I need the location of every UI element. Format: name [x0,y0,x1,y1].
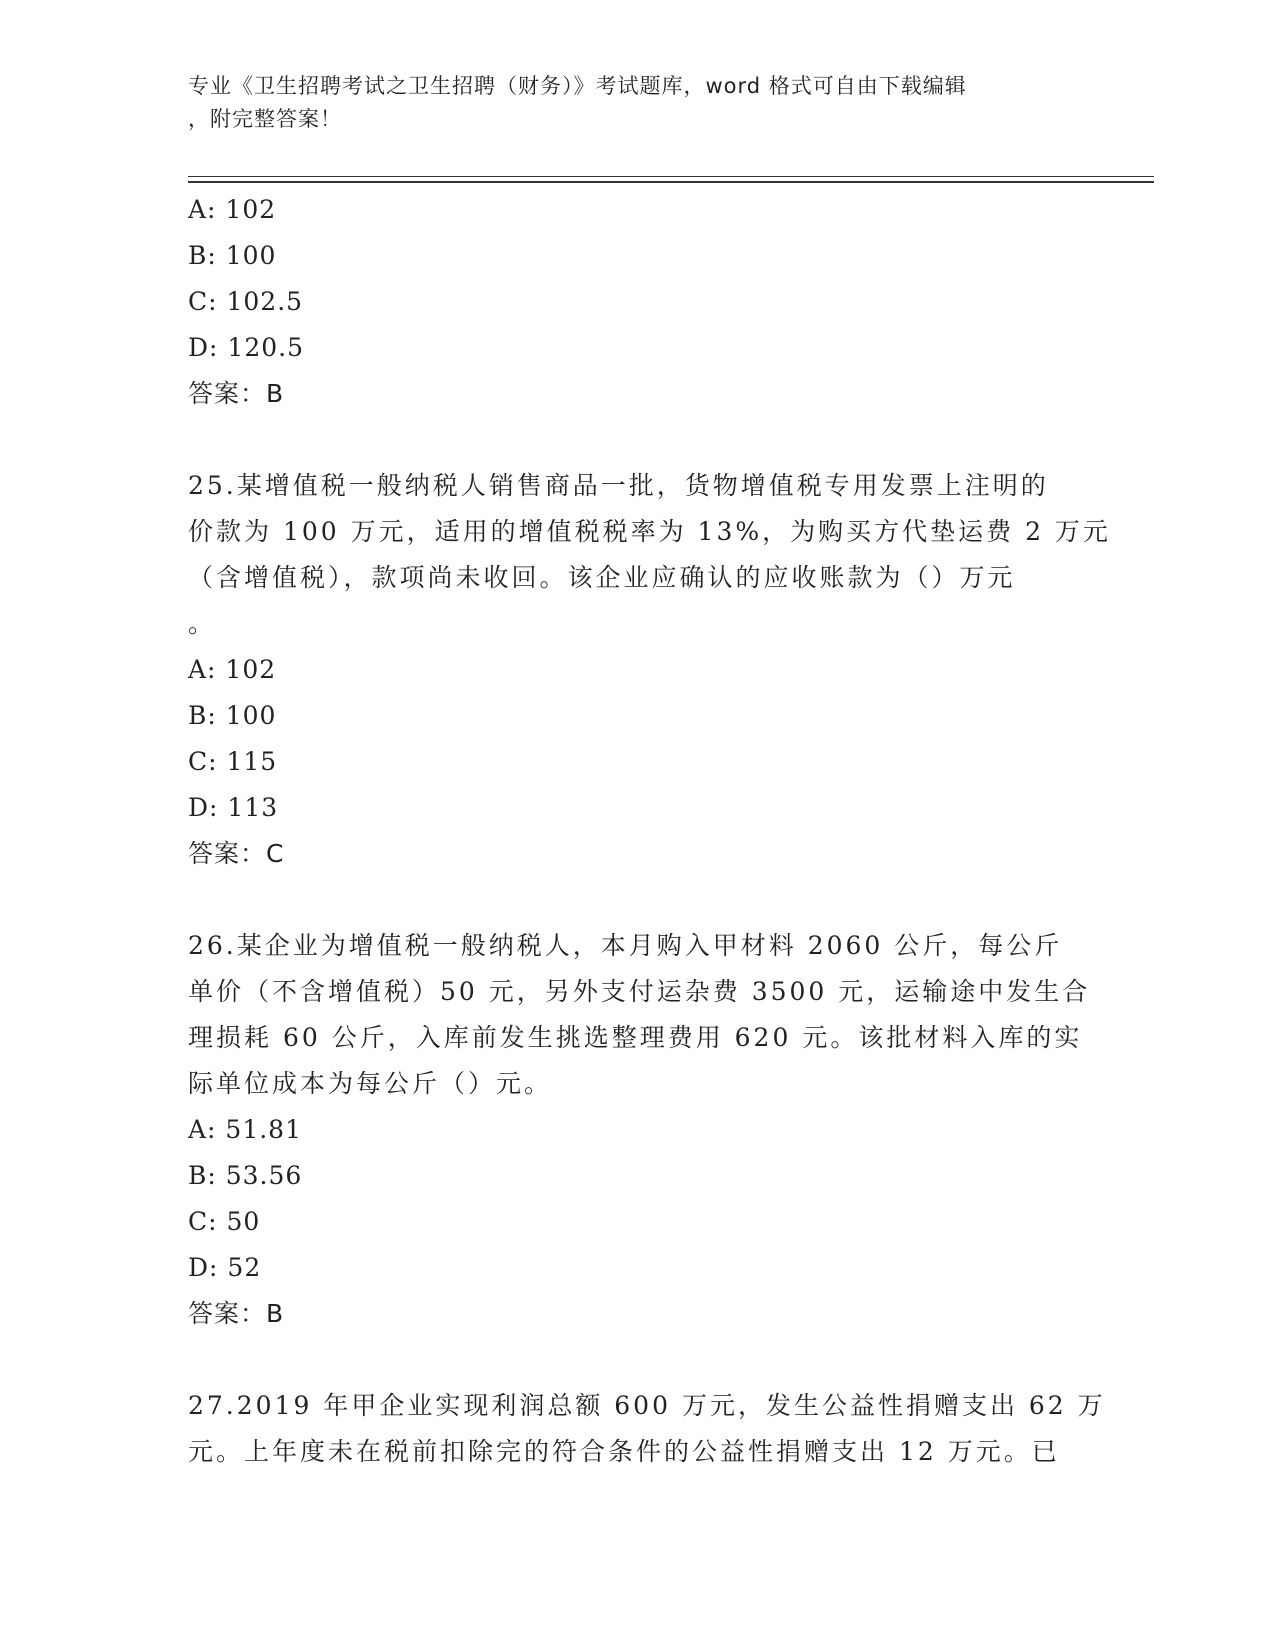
document-header [188,70,1068,136]
answer: 答案：B [188,379,285,408]
header-line-1: 专业《卫生招聘考试之卫生招聘（财务）》考试题库，word 格式可自由下载编辑 [188,74,967,98]
header-rule-thick [188,181,1154,183]
question-text-line: 26.某企业为增值税一般纳税人，本月购入甲材料 2060 公斤，每公斤 [188,931,1063,960]
question-25 [188,463,1111,647]
question-content [188,187,1111,1475]
prev-question [188,187,1088,417]
question-text-line: 25.某增值税一般纳税人销售商品一批，货物增值税专用发票上注明的 [188,471,1049,500]
option-c: C: 102.5 [188,287,304,316]
question-text-line: 价款为 100 万元，适用的增值税税率为 13%，为购买方代垫运费 2 万元 [188,517,1111,546]
question-text-line: 27.2019 年甲企业实现利润总额 600 万元，发生公益性捐赠支出 62 万 [188,1391,1106,1420]
option-d: D: 113 [188,793,279,822]
header-rule-thin [188,176,1154,177]
question-text-line: 际单位成本为每公斤（）元。 [188,1069,553,1098]
option-a: A: 102 [188,195,277,224]
option-c: C: 115 [188,747,278,776]
question-25-options [188,647,1088,877]
option-d: D: 120.5 [188,333,304,362]
question-text-line: 。 [188,609,217,638]
question-26-options [188,1107,1088,1337]
option-b: B: 100 [188,701,277,730]
option-a: A: 51.81 [188,1115,302,1144]
question-text-line: （含增值税），款项尚未收回。该企业应确认的应收账款为（）万元 [188,563,1016,592]
question-text-line: 元。上年度未在税前扣除完的符合条件的公益性捐赠支出 12 万元。已 [188,1437,1060,1466]
option-d: D: 52 [188,1253,262,1282]
option-a: A: 102 [188,655,277,684]
question-26 [188,923,1091,1107]
answer: 答案：B [188,1299,285,1328]
question-text-line: 理损耗 60 公斤，入库前发生挑选整理费用 620 元。该批材料入库的实 [188,1023,1083,1052]
option-c: C: 50 [188,1207,261,1236]
question-text-line: 单价（不含增值税）50 元，另外支付运杂费 3500 元，运输途中发生合 [188,977,1091,1006]
header-line-2: ，附完整答案！ [188,107,342,131]
answer: 答案：C [188,839,285,868]
option-b: B: 53.56 [188,1161,303,1190]
option-b: B: 100 [188,241,277,270]
question-27 [188,1383,1106,1475]
